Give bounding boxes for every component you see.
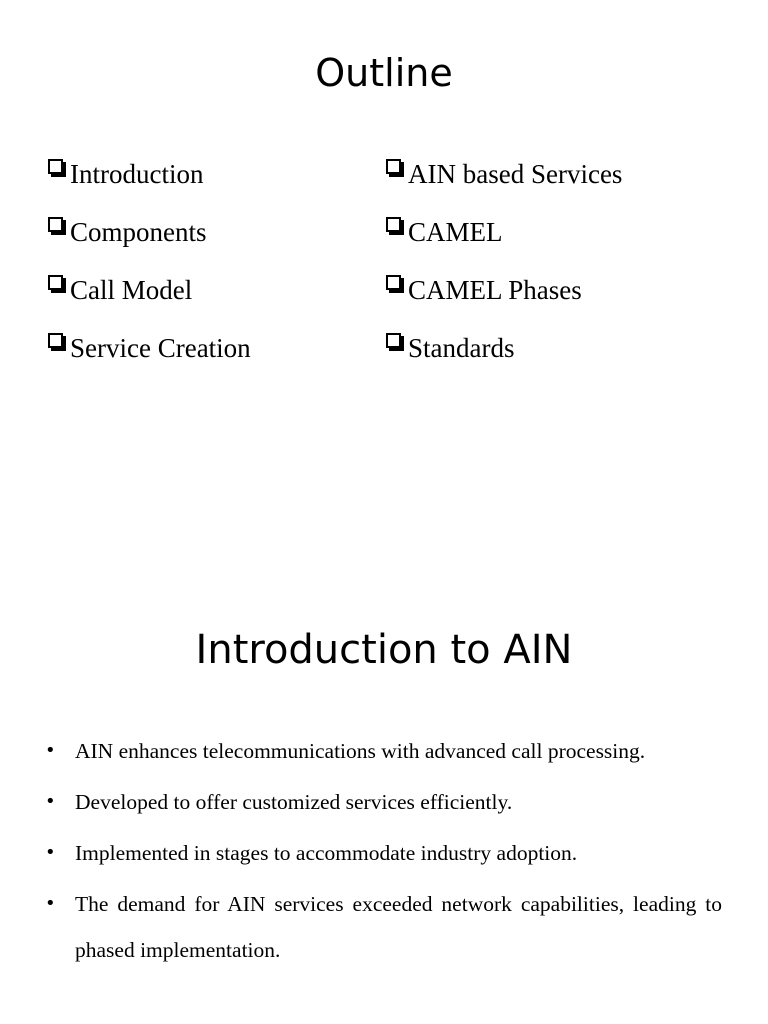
outline-item-label: AIN based Services <box>408 159 623 189</box>
bullet-item <box>40 830 722 876</box>
bullet-item <box>40 728 722 774</box>
outline-item-ain-based-services <box>386 156 622 214</box>
outline-item-label: Components <box>70 217 207 247</box>
outline-item-camel-phases <box>386 272 622 330</box>
outline-item-label: Standards <box>408 333 515 363</box>
checkbox-icon <box>386 333 401 348</box>
outline-title: Outline <box>315 51 453 95</box>
outline-item-introduction <box>48 156 251 214</box>
bullet-text: Developed to offer customized services efficiently. <box>75 790 513 814</box>
introduction-title: Introduction to AIN <box>195 627 573 673</box>
bullet-text: The demand for AIN services exceeded network capabilities, leading to phased implementation. <box>75 892 722 962</box>
outline-right-column <box>386 156 622 388</box>
bullet-item <box>40 779 722 825</box>
outline-item-label: Service Creation <box>70 333 251 363</box>
outline-item-standards <box>386 330 622 388</box>
bullet-icon: • <box>45 740 56 761</box>
bullet-icon: • <box>45 842 56 863</box>
outline-left-column <box>48 156 251 388</box>
bullet-item <box>40 881 722 973</box>
outline-item-components <box>48 214 251 272</box>
bullet-text: Implemented in stages to accommodate industry adoption. <box>75 841 578 865</box>
bullet-icon: • <box>45 893 56 914</box>
outline-item-label: Introduction <box>70 159 204 189</box>
checkbox-icon <box>386 275 401 290</box>
checkbox-icon <box>386 159 401 174</box>
bullet-text: AIN enhances telecommunications with advanced call processing. <box>75 739 646 763</box>
checkbox-icon <box>386 217 401 232</box>
bullet-icon: • <box>45 791 56 812</box>
outline-item-label: CAMEL <box>408 217 503 247</box>
outline-item-camel <box>386 214 622 272</box>
checkbox-icon <box>48 333 63 348</box>
checkbox-icon <box>48 159 63 174</box>
outline-item-label: Call Model <box>70 275 193 305</box>
checkbox-icon <box>48 217 63 232</box>
introduction-bullet-list <box>40 728 722 978</box>
outline-item-call-model <box>48 272 251 330</box>
checkbox-icon <box>48 275 63 290</box>
outline-item-label: CAMEL Phases <box>408 275 582 305</box>
outline-item-service-creation <box>48 330 251 388</box>
